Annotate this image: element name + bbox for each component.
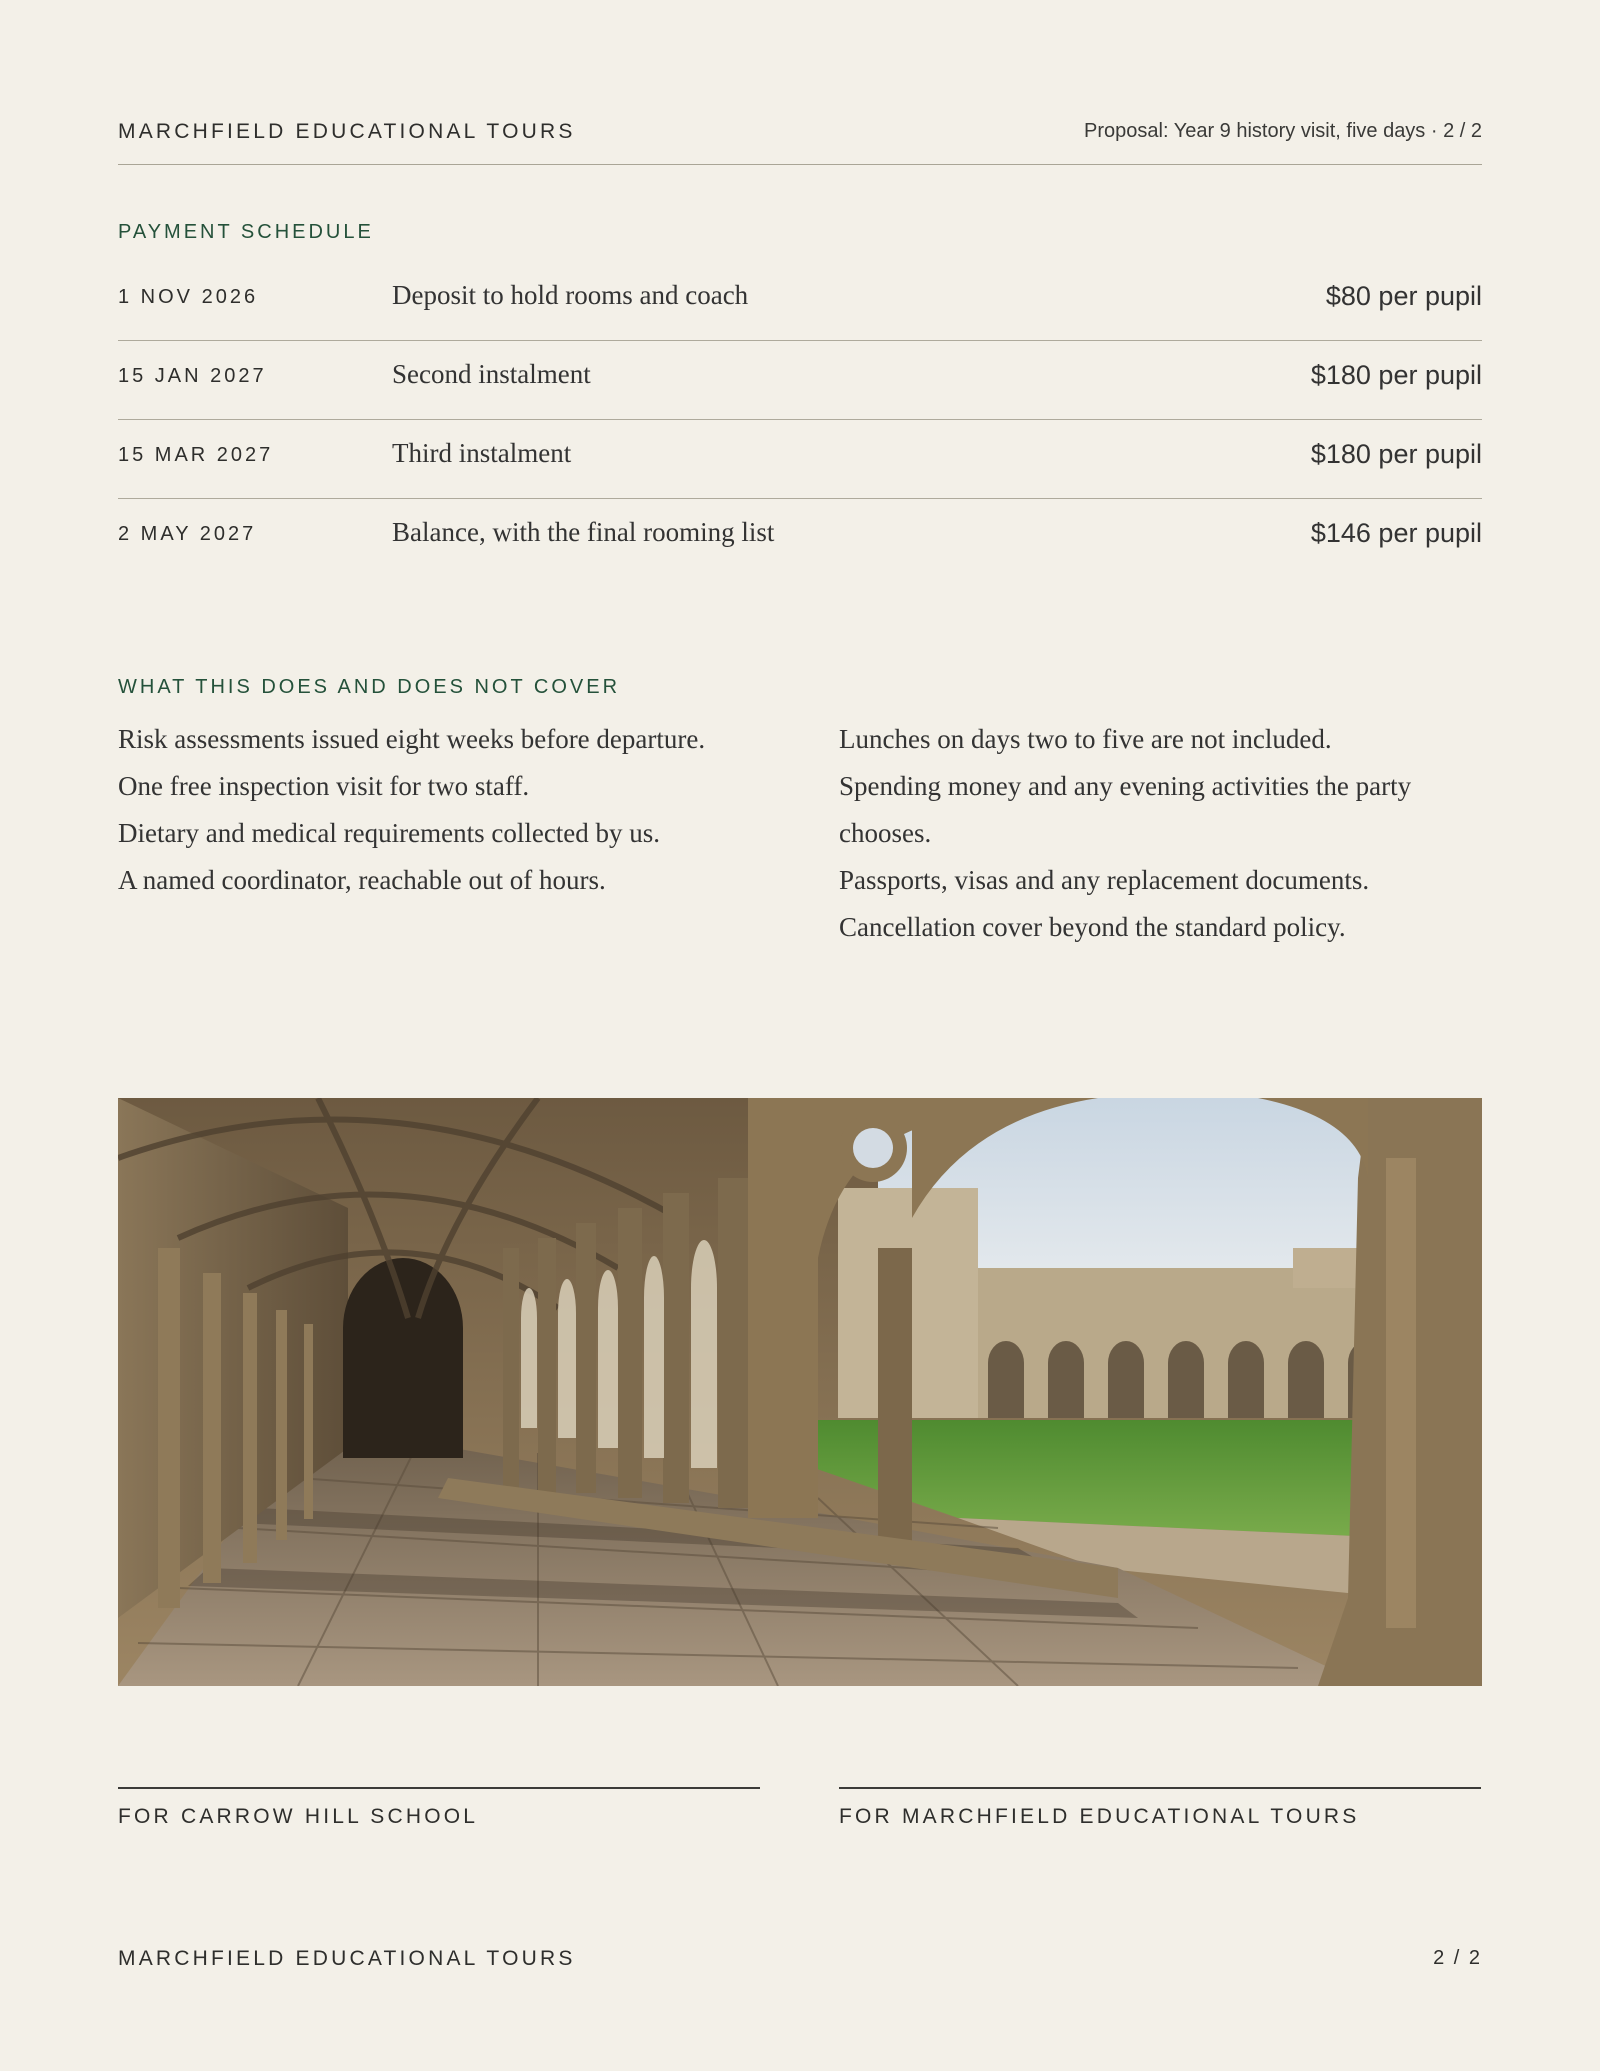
payment-row (118, 499, 1482, 577)
payment-description: Deposit to hold rooms and coach (392, 280, 749, 310)
payment-row (118, 262, 1482, 341)
payment-description: Balance, with the final rooming list (392, 517, 775, 547)
cloister-photo (118, 1098, 1482, 1686)
covered-list (118, 716, 708, 904)
header-brand: MARCHFIELD EDUCATIONAL TOURS (118, 120, 576, 143)
not-covered-item: Cancellation cover beyond the standard policy. (839, 912, 1346, 942)
payment-date: 15 MAR 2027 (118, 444, 274, 466)
payment-amount: $146 per pupil (1310, 518, 1482, 548)
not-covered-item: Lunches on days two to five are not included. (839, 724, 1332, 754)
covered-item: A named coordinator, reachable out of hours. (118, 865, 606, 895)
page-header (118, 112, 1482, 165)
signature-block-company (839, 1787, 1481, 1829)
payment-description: Second instalment (392, 359, 591, 389)
covered-item: Dietary and medical requirements collected by us. (118, 818, 661, 848)
payment-date: 2 MAY 2027 (118, 523, 257, 545)
payment-description: Third instalment (392, 438, 572, 468)
payment-amount: $80 per pupil (1325, 281, 1482, 311)
signature-label: FOR CARROW HILL SCHOOL (118, 1805, 479, 1828)
not-covered-item: Spending money and any evening activities the party chooses. (839, 771, 1412, 848)
payment-schedule-title: PAYMENT SCHEDULE (118, 221, 374, 243)
payment-row (118, 420, 1482, 499)
coverage-title: WHAT THIS DOES AND DOES NOT COVER (118, 676, 621, 698)
covered-item: Risk assessments issued eight weeks before departure. (118, 724, 706, 754)
payment-amount: $180 per pupil (1310, 439, 1482, 469)
footer-brand: MARCHFIELD EDUCATIONAL TOURS (118, 1947, 576, 1970)
not-covered-item: Passports, visas and any replacement documents. (839, 865, 1370, 895)
not-covered-list (839, 716, 1459, 951)
payment-schedule-table (118, 262, 1482, 577)
proposal-title: Proposal: Year 9 history visit, five days · 2 / 2 (1084, 120, 1482, 142)
payment-row (118, 341, 1482, 420)
signature-block-school (118, 1787, 760, 1829)
payment-date: 15 JAN 2027 (118, 365, 267, 387)
signature-label: FOR MARCHFIELD EDUCATIONAL TOURS (839, 1805, 1360, 1828)
covered-item: One free inspection visit for two staff. (118, 771, 530, 801)
payment-amount: $180 per pupil (1310, 360, 1482, 390)
payment-date: 1 NOV 2026 (118, 286, 259, 308)
page-number: 2 / 2 (1433, 1947, 1482, 1969)
